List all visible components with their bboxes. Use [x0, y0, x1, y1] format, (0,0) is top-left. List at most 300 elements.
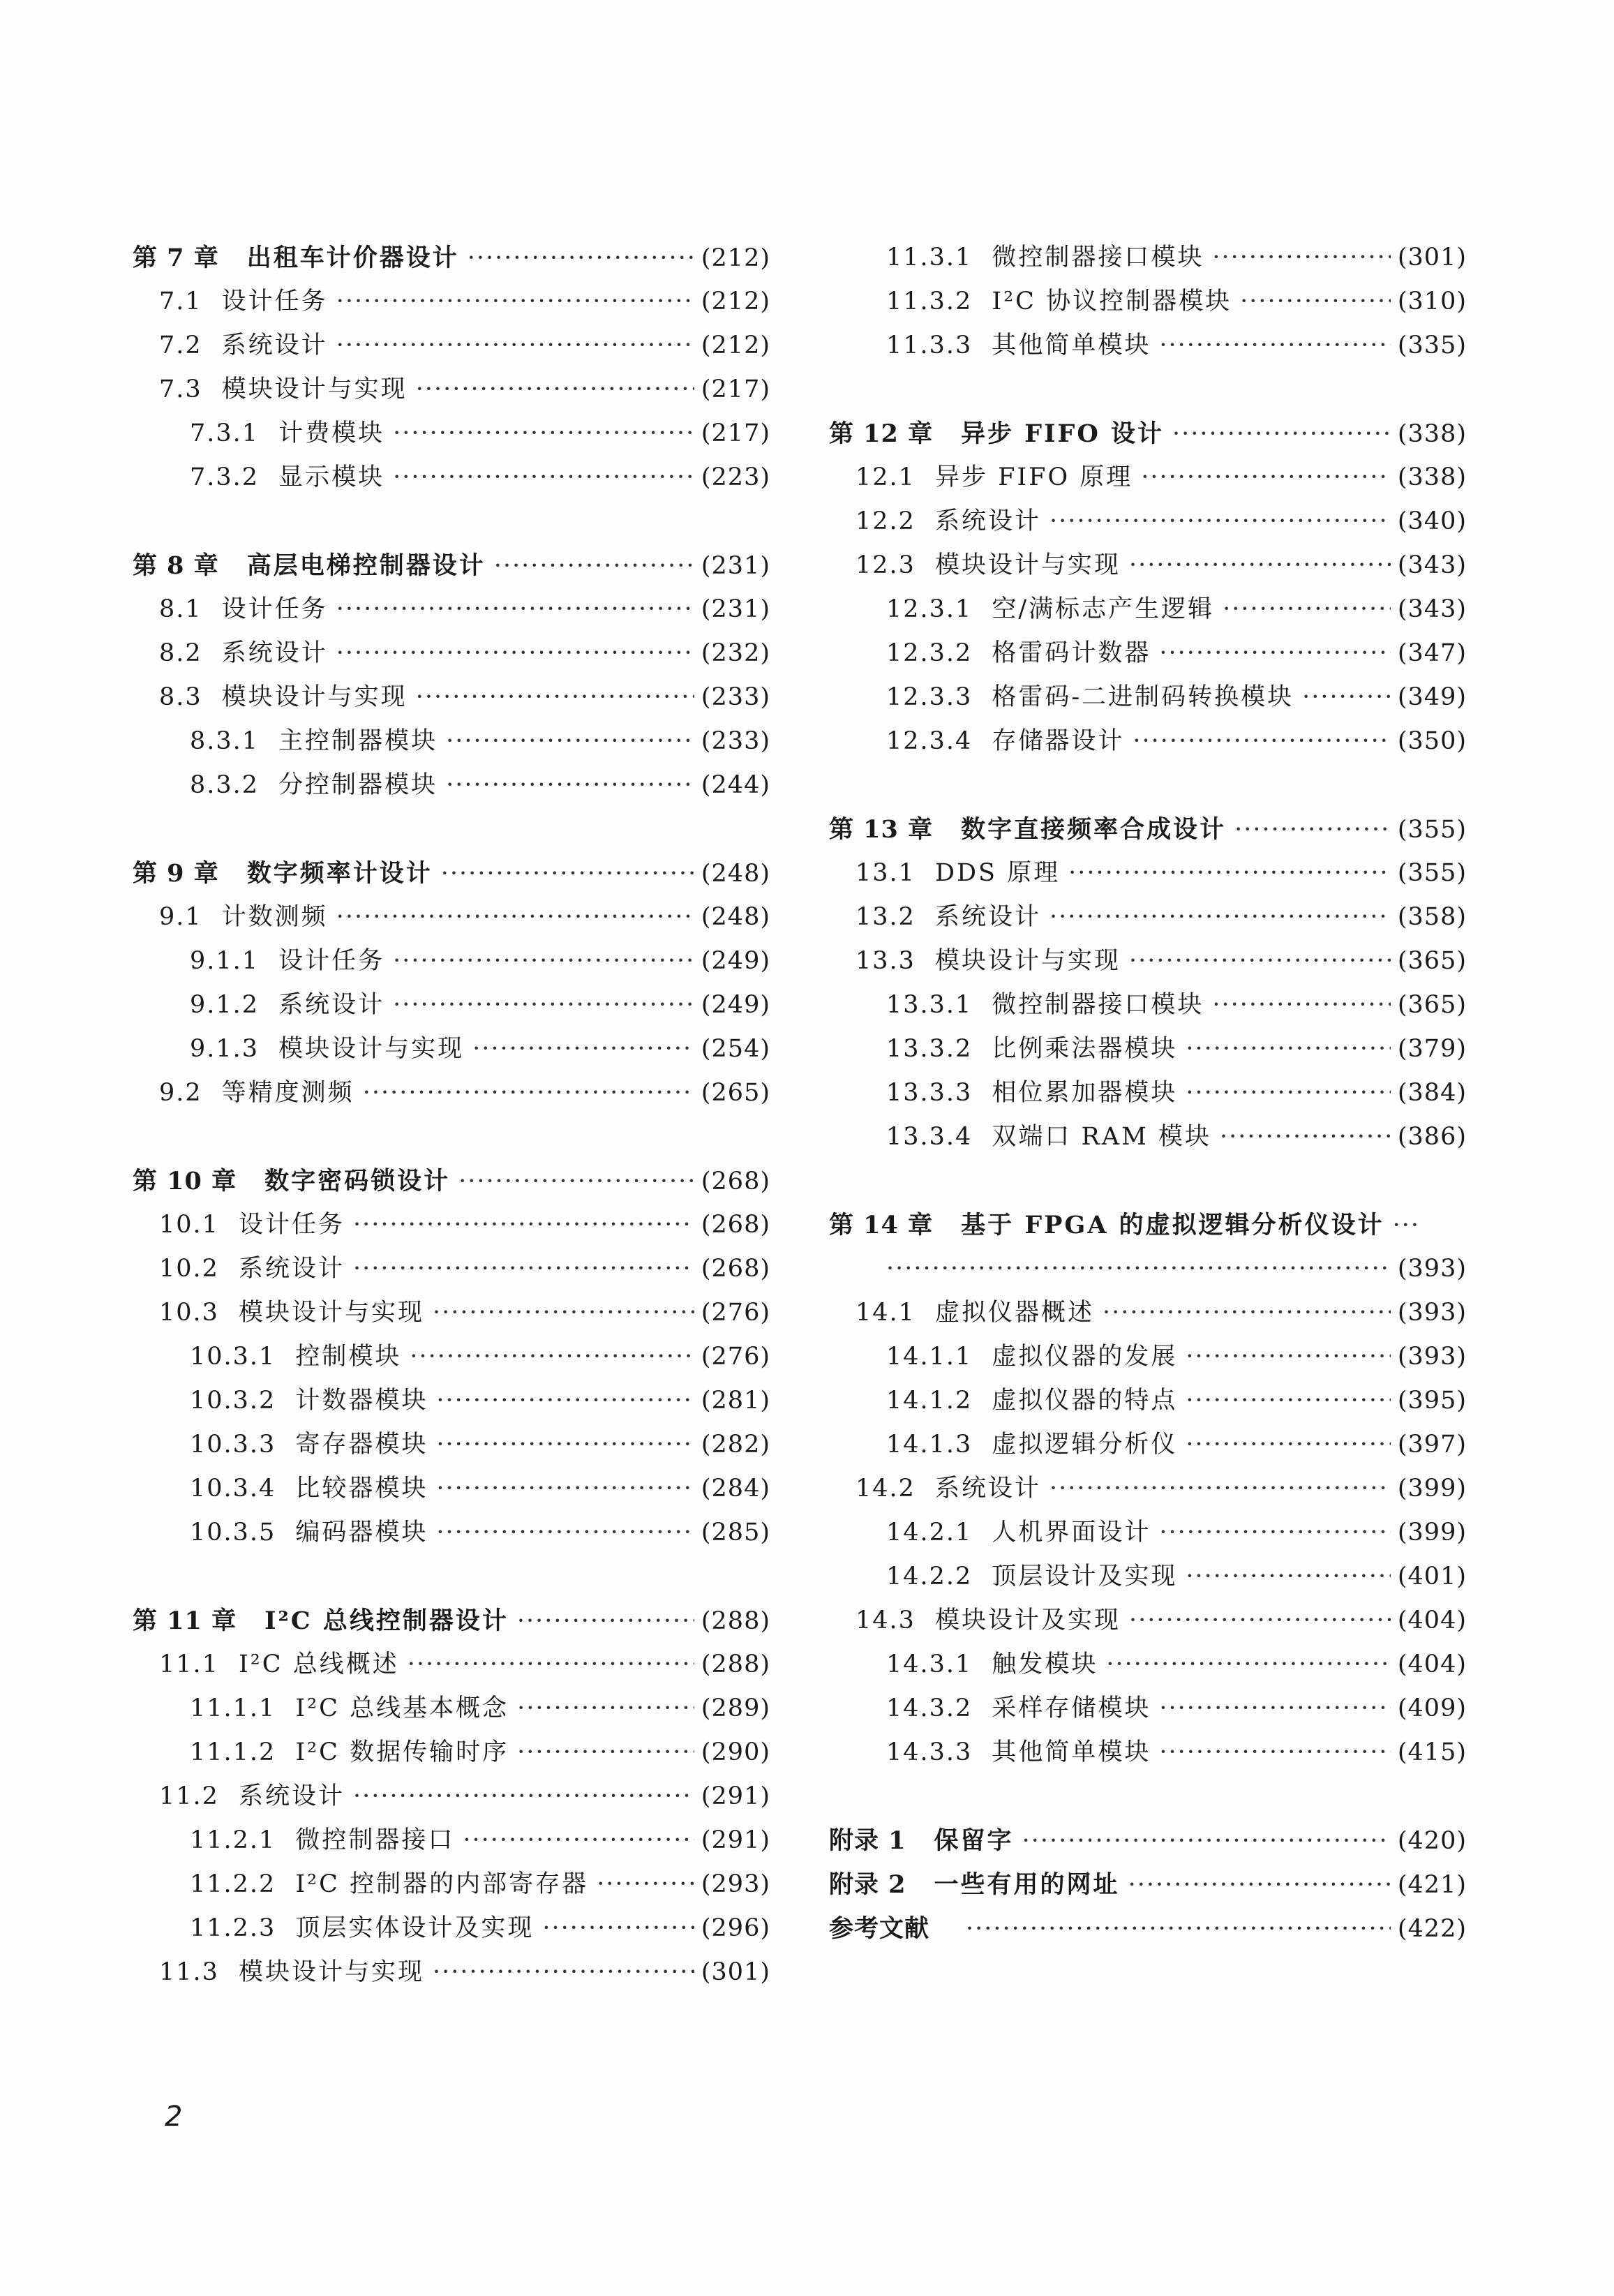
toc-entry-title: 微控制器接口模块: [992, 244, 1204, 271]
toc-entry-page: (291): [701, 1826, 770, 1854]
toc-leader-dots: [472, 1027, 694, 1071]
toc-leader-dots: [1186, 1379, 1391, 1423]
toc-entry-number: 11.3.2: [886, 288, 973, 315]
toc-entry-page: (217): [701, 419, 770, 447]
toc-leader-dots: [458, 1160, 694, 1204]
toc-entry-title: I²C 控制器的内部寄存器: [295, 1870, 589, 1898]
toc-leader-dots: [1234, 808, 1391, 852]
toc-entry-page: (422): [1397, 1915, 1467, 1943]
toc-entry-number: 14.2.2: [886, 1563, 973, 1590]
toc-entry-page: (244): [701, 771, 770, 799]
toc-entry-title: 其他简单模块: [992, 1738, 1151, 1766]
toc-subsection-row: [829, 324, 1467, 368]
toc-leader-dots: [1106, 1643, 1391, 1687]
toc-subsection-row: [829, 1555, 1467, 1599]
toc-subsection-row: [829, 1379, 1467, 1423]
toc-leader-dots: [393, 939, 694, 983]
toc-entry-page: (249): [701, 991, 770, 1019]
toc-entry-page: (393): [1397, 1255, 1467, 1283]
toc-entry-title: 微控制器接口模块: [992, 991, 1204, 1019]
toc-entry-title: 模块设计与实现: [278, 1035, 465, 1063]
toc-entry-number: 14.2: [855, 1475, 916, 1503]
toc-subsection-row: [133, 1863, 770, 1907]
toc-leader-dots: [517, 1687, 694, 1731]
toc-subsection-row: [133, 983, 770, 1027]
toc-entry-number: 13.3.3: [886, 1079, 973, 1107]
toc-section-row: [133, 1775, 770, 1819]
toc-entry-page: (268): [701, 1255, 770, 1283]
toc-entry-title: 基于 FPGA 的虚拟逻辑分析仪设计: [961, 1211, 1384, 1239]
toc-entry-page: (343): [1397, 595, 1467, 623]
toc-leader-dots: [1129, 544, 1391, 588]
toc-entry-page: (404): [1397, 1607, 1467, 1634]
toc-subsection-row: [829, 676, 1467, 720]
toc-entry-page: (399): [1397, 1519, 1467, 1546]
toc-entry-number: 7.2: [159, 331, 202, 359]
toc-subsection-row: [829, 1335, 1467, 1379]
toc-chapter-row: [829, 1863, 1467, 1907]
toc-leader-dots: [1133, 720, 1391, 763]
toc-section-row: [133, 280, 770, 324]
toc-entry-number: 12.2: [855, 507, 916, 535]
toc-section-row: [829, 851, 1467, 895]
toc-subsection-row: [133, 763, 770, 807]
toc-leader-dots: [517, 1731, 694, 1775]
toc-subsection-row: [829, 280, 1467, 324]
toc-leader-dots: [436, 1467, 694, 1511]
toc-entry-page: (415): [1397, 1738, 1467, 1766]
toc-section-row: [829, 456, 1467, 500]
toc-subsection-row: [829, 1071, 1467, 1115]
toc-leader-dots: [1129, 939, 1391, 983]
toc-subsection-row: [133, 1511, 770, 1555]
toc-entry-page: (288): [701, 1607, 770, 1635]
toc-leader-dots: [441, 852, 694, 896]
toc-leader-dots: [1220, 1115, 1391, 1159]
toc-entry-number: 14.1: [855, 1299, 916, 1327]
toc-entry-title: 模块设计与实现: [238, 1958, 424, 1986]
toc-leader-dots: [446, 763, 694, 807]
toc-entry-title: 存储器设计: [992, 727, 1125, 755]
toc-entry-number: 7.3.2: [190, 463, 260, 491]
toc-leader-dots: [1212, 983, 1391, 1027]
toc-entry-page: (249): [701, 947, 770, 975]
toc-entry-title: I²C 总线概述: [238, 1650, 399, 1678]
toc-leader-dots: [1128, 1863, 1391, 1907]
toc-entry-page: (397): [1397, 1431, 1467, 1459]
toc-entry-title: 其他简单模块: [992, 331, 1151, 359]
toc-leader-dots: [1068, 851, 1391, 895]
toc-entry-page: (338): [1397, 420, 1467, 448]
toc-entry-page: (420): [1397, 1827, 1467, 1855]
toc-leader-dots: [1129, 1599, 1391, 1643]
toc-leader-dots: [468, 237, 694, 281]
toc-entry-page: (233): [701, 727, 770, 755]
toc-entry-page: (395): [1397, 1387, 1467, 1415]
toc-subsection-row: [829, 1731, 1467, 1775]
toc-leader-dots: [1186, 1335, 1391, 1379]
toc-entry-number: 13.3.4: [886, 1123, 973, 1151]
toc-entry-title: 模块设计与实现: [934, 947, 1121, 975]
toc-entry-page: (289): [701, 1694, 770, 1722]
toc-entry-page: (231): [701, 552, 770, 580]
toc-leader-dots: [353, 1775, 694, 1819]
toc-entry-page: (293): [701, 1870, 770, 1898]
toc-entry-title: 虚拟仪器的发展: [992, 1343, 1178, 1371]
toc-section-row: [829, 1467, 1467, 1511]
toc-subsection-row: [133, 720, 770, 763]
toc-entry-page: (254): [701, 1035, 770, 1063]
toc-entry-page: (393): [1397, 1343, 1467, 1371]
toc-entry-title: 一些有用的网址: [934, 1870, 1120, 1899]
toc-entry-page: (276): [701, 1299, 770, 1327]
toc-section-row: [133, 895, 770, 939]
toc-entry-title: 顶层设计及实现: [992, 1563, 1178, 1590]
toc-entry-page: (399): [1397, 1475, 1467, 1503]
toc-entry-number: 11.2.2: [190, 1870, 276, 1898]
toc-entry-title: 模块设计与实现: [934, 551, 1121, 579]
toc-entry-number: 9.1.1: [190, 947, 260, 975]
toc-leader-dots: [393, 983, 694, 1027]
toc-entry-number: 10.3.4: [190, 1475, 276, 1503]
toc-entry-number: 11.2.1: [190, 1826, 276, 1854]
toc-entry-title: 双端口 RAM 模块: [992, 1123, 1212, 1151]
toc-entry-page: (288): [701, 1650, 770, 1678]
toc-section-row: [829, 1599, 1467, 1643]
toc-chapter-row: [133, 544, 770, 588]
toc-leader-dots: [336, 895, 694, 939]
toc-section-row: [133, 324, 770, 368]
toc-entry-title: 等精度测频: [221, 1079, 354, 1107]
toc-entry-number: 9.1.2: [190, 991, 260, 1019]
toc-entry-page: (231): [701, 595, 770, 623]
toc-entry-number: 14.3: [855, 1607, 916, 1634]
toc-entry-number: 第 9 章: [133, 859, 219, 888]
toc-entry-number: 13.3: [855, 947, 916, 975]
toc-entry-title: 数字频率计设计: [246, 859, 433, 888]
toc-leader-dots: [1240, 280, 1391, 324]
toc-entry-number: 10.1: [159, 1211, 219, 1239]
toc-leader-dots: [1186, 1555, 1391, 1599]
toc-entry-title: 比例乘法器模块: [992, 1035, 1178, 1063]
toc-chapter-row: [133, 1159, 770, 1203]
toc-leader-dots: [416, 368, 694, 412]
toc-leader-dots: [353, 1203, 694, 1247]
toc-section-row: [829, 544, 1467, 588]
toc-entry-page: (212): [701, 288, 770, 315]
toc-entry-title: 设计任务: [278, 947, 385, 975]
toc-section-row: [133, 1643, 770, 1687]
toc-entry-number: 8.3: [159, 683, 202, 711]
toc-entry-number: 12.3.4: [886, 727, 973, 755]
toc-subsection-row: [133, 1907, 770, 1951]
toc-entry-title: 计数测频: [221, 903, 328, 931]
toc-entry-title: 顶层实体设计及实现: [295, 1914, 535, 1942]
toc-entry-title: 保留字: [934, 1826, 1014, 1855]
toc-left-column: [133, 236, 770, 1995]
toc-entry-page: (393): [1397, 1299, 1467, 1327]
toc-entry-title: 显示模块: [278, 463, 385, 491]
toc-entry-page: (282): [701, 1431, 770, 1459]
toc-chapter-row: [133, 236, 770, 280]
toc-entry-title: 人机界面设计: [992, 1519, 1151, 1546]
toc-leader-dots: [393, 456, 694, 500]
toc-entry-page: (349): [1397, 683, 1467, 711]
toc-entry-page: (343): [1397, 551, 1467, 579]
toc-entry-number: 第 7 章: [133, 244, 219, 272]
toc-subsection-row: [133, 1379, 770, 1423]
toc-leader-dots: [336, 588, 694, 632]
toc-section-row: [133, 676, 770, 720]
toc-entry-title: I²C 总线基本概念: [295, 1694, 509, 1722]
toc-section-row: [133, 1291, 770, 1335]
toc-entry-number: 12.3: [855, 551, 916, 579]
toc-leader-dots: [436, 1511, 694, 1555]
toc-section-row: [133, 1247, 770, 1291]
toc-subsection-row: [829, 236, 1467, 280]
toc-leader-dots: [494, 544, 694, 588]
toc-entry-page: (355): [1397, 859, 1467, 887]
toc-entry-page: (358): [1397, 903, 1467, 931]
toc-entry-page: (310): [1397, 288, 1467, 315]
toc-leader-dots: [336, 632, 694, 676]
toc-entry-title: 采样存储模块: [992, 1694, 1151, 1722]
toc-entry-number: 11.3.1: [886, 244, 973, 271]
toc-entry-number: 7.3: [159, 375, 202, 403]
toc-subsection-row: [829, 588, 1467, 632]
toc-entry-number: 8.3.2: [190, 771, 260, 799]
toc-entry-number: 10.3.3: [190, 1431, 276, 1459]
toc-entry-number: 12.3.1: [886, 595, 973, 623]
toc-entry-number: 11.3.3: [886, 331, 973, 359]
toc-chapter-row: [133, 1599, 770, 1643]
toc-entry-title: DDS 原理: [934, 859, 1061, 887]
toc-entry-page: (386): [1397, 1123, 1467, 1151]
toc-entry-number: 13.2: [855, 903, 916, 931]
toc-entry-title: 相位累加器模块: [992, 1079, 1178, 1107]
toc-leader-dots: [1393, 1204, 1421, 1248]
toc-entry-title: 分控制器模块: [278, 771, 438, 799]
toc-entry-title: 模块设计及实现: [934, 1607, 1121, 1634]
toc-chapter-row: [829, 1819, 1467, 1863]
toc-subsection-row: [829, 1511, 1467, 1555]
toc-entry-number: 7.1: [159, 288, 202, 315]
toc-leader-dots: [336, 280, 694, 324]
toc-entry-number: 8.3.1: [190, 727, 260, 755]
toc-entry-number: 第 10 章: [133, 1167, 237, 1195]
toc-entry-title: 异步 FIFO 设计: [961, 419, 1165, 448]
toc-entry-title: 空/满标志产生逻辑: [992, 595, 1215, 623]
toc-leader-dots: [1172, 412, 1391, 456]
toc-leader-dots: [1022, 1819, 1391, 1863]
toc-entry-number: 7.3.1: [190, 419, 260, 447]
toc-subsection-row: [133, 1423, 770, 1467]
toc-leader-dots: [1159, 1687, 1391, 1731]
toc-subsection-row: [829, 1643, 1467, 1687]
toc-entry-title: 虚拟逻辑分析仪: [992, 1431, 1178, 1459]
toc-leader-dots: [416, 676, 694, 720]
toc-entry-title: I²C 数据传输时序: [295, 1738, 509, 1766]
toc-chapter-row: [829, 1907, 1467, 1951]
toc-entry-number: 第 11 章: [133, 1607, 237, 1635]
toc-entry-page: (290): [701, 1738, 770, 1766]
toc-subsection-row: [133, 1687, 770, 1731]
toc-leader-dots: [1159, 1511, 1391, 1555]
toc-leader-dots: [1049, 1467, 1391, 1511]
toc-leader-dots: [433, 1951, 694, 1995]
toc-chapter-row: [133, 851, 770, 895]
toc-entry-title: 格雷码计数器: [992, 639, 1151, 667]
toc-leader-dots: [517, 1600, 694, 1643]
toc-entry-page: (212): [701, 331, 770, 359]
toc-entry-page: (212): [701, 244, 770, 272]
toc-leader-dots: [1049, 500, 1391, 544]
toc-entry-number: 9.1: [159, 903, 202, 931]
toc-entry-number: 14.1.2: [886, 1387, 973, 1415]
toc-section-row: [133, 588, 770, 632]
toc-subsection-row: [133, 1027, 770, 1071]
toc-entry-number: 14.3.3: [886, 1738, 973, 1766]
toc-entry-title: 出租车计价器设计: [246, 244, 459, 272]
toc-leader-dots: [1049, 895, 1391, 939]
toc-entry-title: 系统设计: [238, 1782, 345, 1810]
toc-entry-page: (281): [701, 1387, 770, 1415]
toc-entry-number: 14.3.1: [886, 1650, 973, 1678]
toc-entry-title: 寄存器模块: [295, 1431, 428, 1459]
toc-subsection-row: [133, 1731, 770, 1775]
toc-leader-dots: [410, 1335, 694, 1379]
toc-entry-title: 虚拟仪器的特点: [992, 1387, 1178, 1415]
toc-entry-number: 12.3.2: [886, 639, 973, 667]
toc-subsection-row: [133, 412, 770, 456]
toc-section-row: [829, 1291, 1467, 1335]
toc-leader-dots: [436, 1379, 694, 1423]
toc-entry-page: (421): [1397, 1871, 1467, 1899]
toc-leader-dots: [1159, 1731, 1391, 1775]
toc-entry-number: 10.3.1: [190, 1343, 276, 1371]
toc-entry-page: (291): [701, 1782, 770, 1810]
toc-entry-number: 11.2.3: [190, 1914, 276, 1942]
toc-section-row: [133, 1071, 770, 1115]
toc-leader-dots: [1186, 1071, 1391, 1115]
toc-section-row: [829, 500, 1467, 544]
toc-entry-title: 格雷码-二进制码转换模块: [992, 683, 1294, 711]
toc-leader-dots: [1159, 632, 1391, 676]
toc-entry-number: 8.1: [159, 595, 202, 623]
toc-entry-page: (285): [701, 1519, 770, 1546]
toc-entry-title: 设计任务: [238, 1211, 345, 1239]
toc-entry-page: (347): [1397, 639, 1467, 667]
toc-leader-dots: [1186, 1423, 1391, 1467]
toc-section-row: [133, 1203, 770, 1247]
toc-entry-page: (296): [701, 1914, 770, 1942]
toc-entry-title: 系统设计: [221, 331, 328, 359]
toc-subsection-row: [829, 720, 1467, 763]
toc-entry-title: 模块设计与实现: [221, 683, 408, 711]
toc-entry-page: (365): [1397, 991, 1467, 1019]
toc-chapter-row: [829, 412, 1467, 456]
toc-entry-number: 11.1.1: [190, 1694, 276, 1722]
toc-entry-number: 12.1: [855, 463, 916, 491]
toc-entry-title: 系统设计: [221, 639, 328, 667]
toc-leader-dots: [336, 324, 694, 368]
toc-entry-page: (268): [701, 1168, 770, 1195]
toc-entry-page: (284): [701, 1475, 770, 1503]
toc-section-row: [133, 368, 770, 412]
toc-entry-number: 10.3.5: [190, 1519, 276, 1546]
toc-entry-page: (276): [701, 1343, 770, 1371]
toc-entry-number: 10.3: [159, 1299, 219, 1327]
toc-entry-page: (233): [701, 683, 770, 711]
toc-entry-number: 9.2: [159, 1079, 202, 1107]
toc-entry-title: 计费模块: [278, 419, 385, 447]
toc-leader-dots: [363, 1071, 694, 1115]
toc-entry-page: (223): [701, 463, 770, 491]
toc-entry-number: 第 14 章: [829, 1211, 934, 1239]
toc-leader-dots: [433, 1291, 694, 1335]
toc-subsection-row: [829, 1115, 1467, 1159]
toc-right-column: [829, 236, 1467, 1951]
toc-entry-page: (335): [1397, 331, 1467, 359]
toc-entry-page: (355): [1397, 816, 1467, 844]
toc-entry-title: 异步 FIFO 原理: [934, 463, 1133, 491]
toc-subsection-row: [133, 456, 770, 500]
toc-entry-number: 8.2: [159, 639, 202, 667]
toc-subsection-row: [133, 1467, 770, 1511]
toc-entry-title: 主控制器模块: [278, 727, 438, 755]
toc-entry-page: (384): [1397, 1079, 1467, 1107]
toc-subsection-row: [829, 1027, 1467, 1071]
toc-entry-title: 高层电梯控制器设计: [246, 551, 486, 580]
toc-entry-title: 系统设计: [934, 1475, 1041, 1503]
toc-entry-number: 参考文献: [829, 1914, 930, 1943]
toc-entry-page: (401): [1397, 1563, 1467, 1590]
toc-entry-number: 14.1.3: [886, 1431, 973, 1459]
toc-entry-page: (379): [1397, 1035, 1467, 1063]
toc-entry-page: (301): [701, 1958, 770, 1986]
toc-entry-number: 第 13 章: [829, 815, 934, 844]
toc-entry-number: 11.1.2: [190, 1738, 276, 1766]
toc-entry-title: 设计任务: [221, 288, 328, 315]
toc-entry-number: 第 12 章: [829, 419, 934, 448]
toc-leader-dots: [353, 1247, 694, 1291]
toc-entry-number: 9.1.3: [190, 1035, 260, 1063]
toc-entry-title: 数字直接频率合成设计: [961, 815, 1227, 844]
toc-section-row: [829, 895, 1467, 939]
toc-entry-title: 比较器模块: [295, 1475, 428, 1503]
toc-section-row: [829, 939, 1467, 983]
toc-leader-dots: [1103, 1291, 1391, 1335]
toc-subsection-row: [829, 632, 1467, 676]
toc-entry-title: I²C 总线控制器设计: [264, 1607, 509, 1635]
toc-entry-number: 附录 2: [829, 1870, 906, 1899]
toc-entry-page: (409): [1397, 1694, 1467, 1722]
toc-leader-dots: [1186, 1027, 1391, 1071]
toc-entry-number: 10.3.2: [190, 1387, 276, 1415]
toc-entry-page: (217): [701, 375, 770, 403]
toc-leader-dots: [1159, 324, 1391, 368]
toc-entry-page: (350): [1397, 727, 1467, 755]
toc-leader-dots: [886, 1247, 1391, 1291]
toc-leader-dots: [966, 1907, 1391, 1951]
toc-leader-dots: [1223, 588, 1391, 632]
toc-entry-page: (404): [1397, 1650, 1467, 1678]
toc-leader-dots: [597, 1863, 694, 1907]
toc-entry-number: 11.3: [159, 1958, 219, 1986]
toc-leader-dots: [1302, 676, 1391, 720]
toc-entry-page: (301): [1397, 244, 1467, 271]
toc-entry-number: 14.1.1: [886, 1343, 973, 1371]
